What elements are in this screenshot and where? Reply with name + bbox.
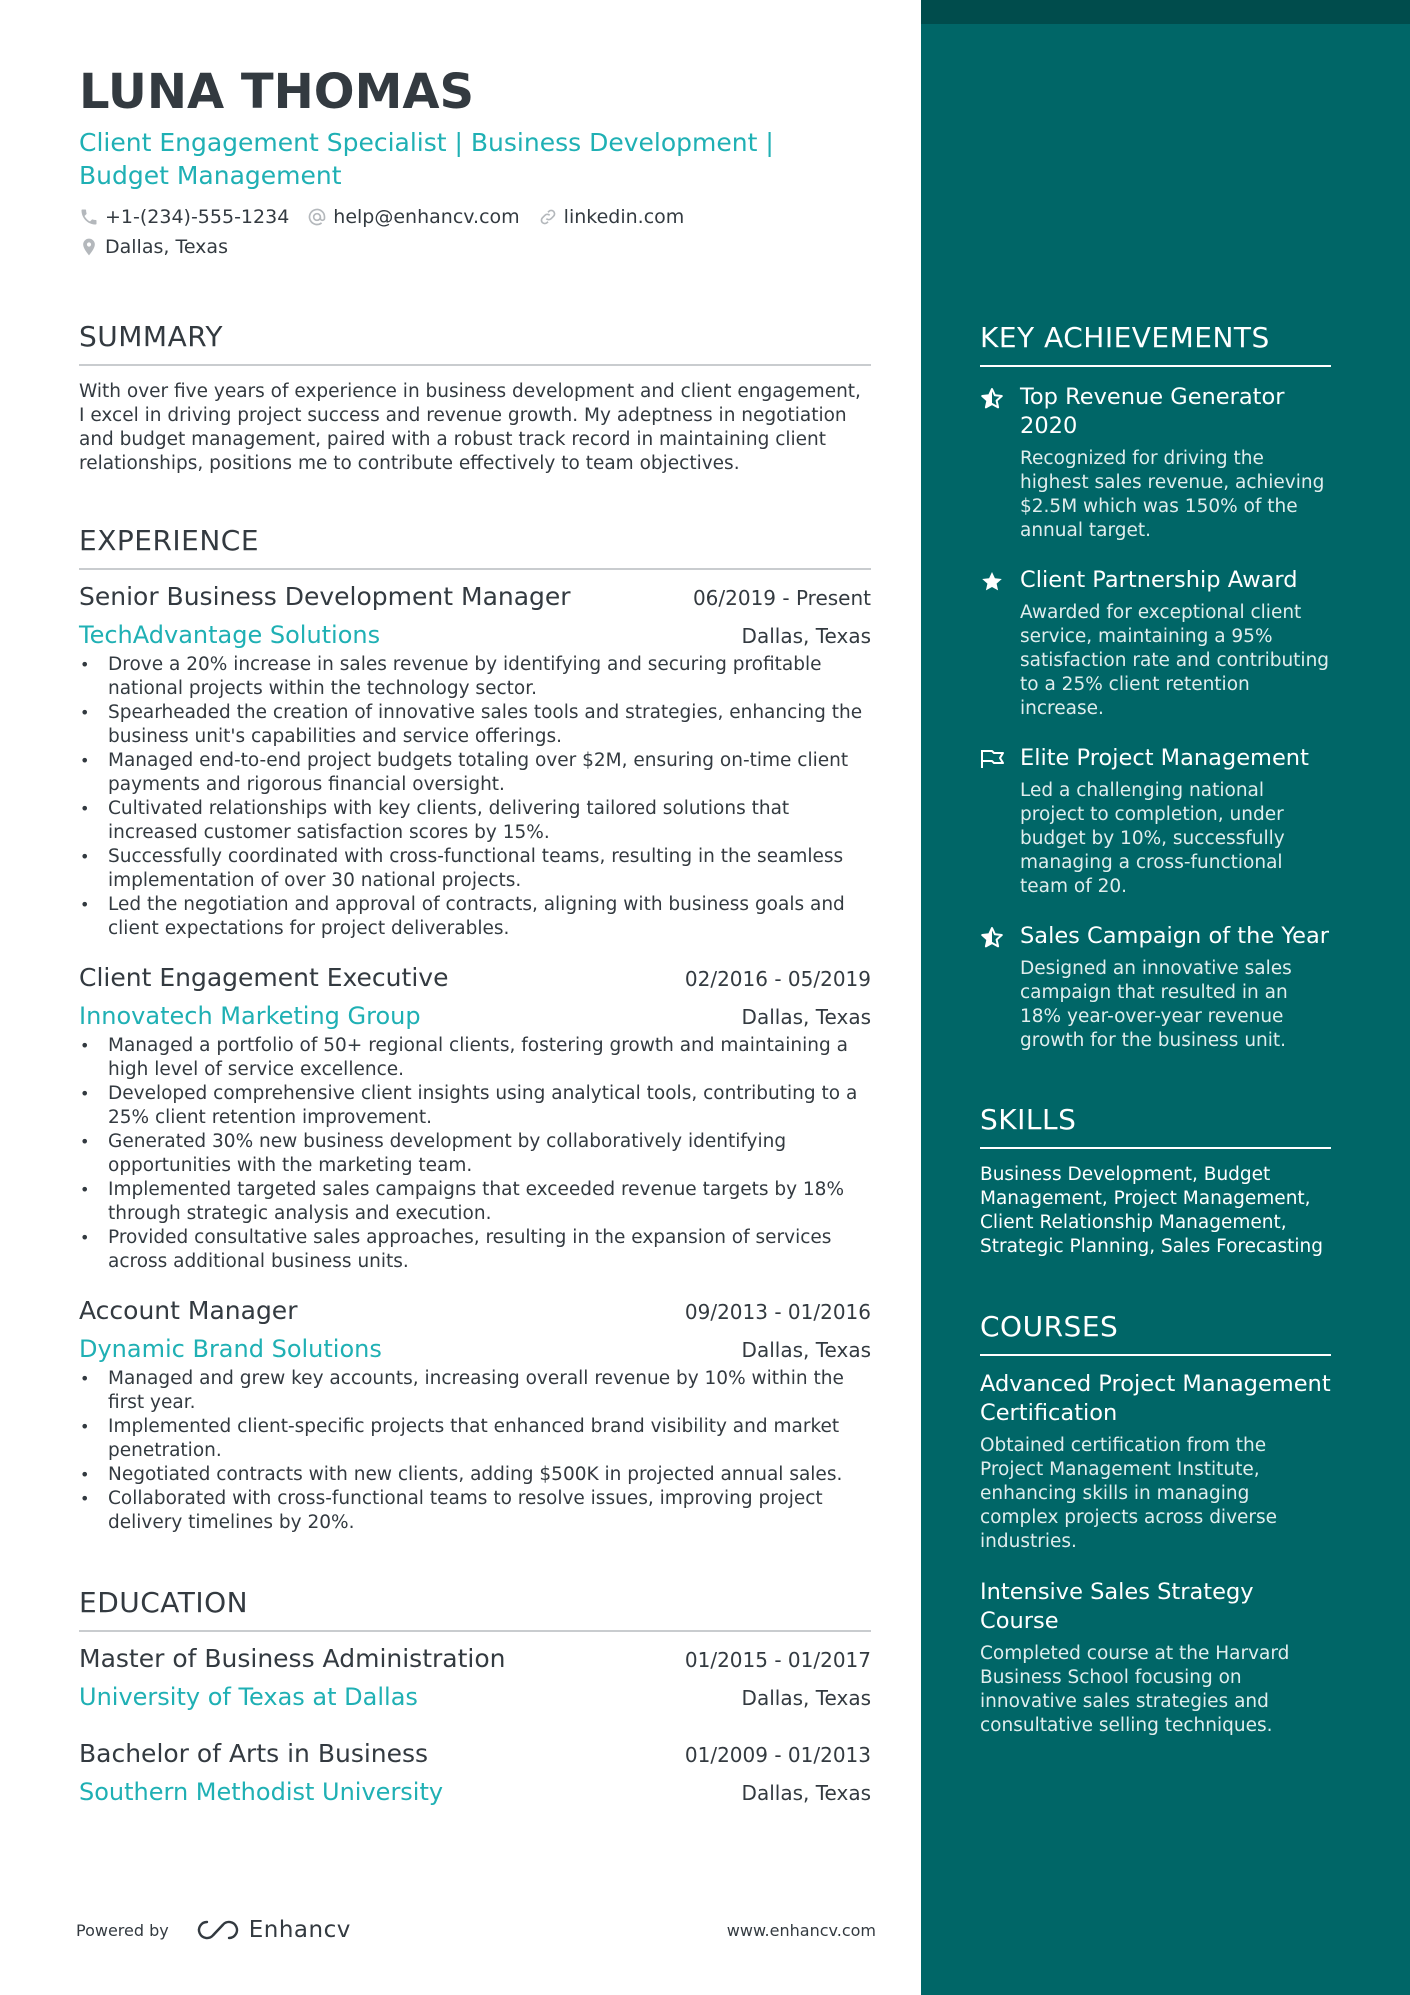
courses-title: COURSES <box>980 1310 1119 1343</box>
job-header <box>79 1296 871 1325</box>
footer <box>76 1912 876 1948</box>
course-title: Intensive Sales Strategy Course <box>980 1579 1254 1634</box>
achievement-desc: Awarded for exceptional client service, maintaining a 95% satisfaction rate and contributing to a 25% client retention increase. <box>1020 602 1330 719</box>
achievement-desc: Recognized for driving the highest sales revenue, achieving $2.5M which was 150% of the annual target. <box>1020 448 1325 541</box>
job-role: Account Manager <box>79 1296 298 1325</box>
achievements-divider <box>980 365 1331 367</box>
achievement-title: Sales Campaign of the Year <box>1020 923 1330 949</box>
job-subheader <box>79 1335 871 1363</box>
job-entry <box>79 963 871 1274</box>
list-item: • Collaborated with cross-functional teams to resolve issues, improving project delivery timelines by 20%. <box>79 1487 871 1535</box>
achievement-title: Client Partnership Award <box>1020 567 1298 593</box>
experience-title: EXPERIENCE <box>79 524 260 557</box>
school: Southern Methodist University <box>79 1778 444 1806</box>
location-contact <box>79 236 228 258</box>
linkedin-contact[interactable] <box>538 206 685 228</box>
star-icon <box>980 570 1004 594</box>
course-item <box>980 1578 1331 1738</box>
job-header <box>79 582 871 611</box>
main-column <box>79 64 871 1806</box>
achievement-title: Top Revenue Generator 2020 <box>1020 384 1285 439</box>
education-location: Dallas, Texas <box>741 1781 871 1805</box>
achievement-item <box>980 566 1331 721</box>
achievement-icon-wrap <box>980 566 1020 721</box>
summary-title: SUMMARY <box>79 320 224 353</box>
linkedin-text[interactable]: linkedin.com <box>563 206 685 228</box>
list-item: • Negotiated contracts with new clients, adding $500K in projected annual sales. <box>79 1463 871 1487</box>
job-dates: 06/2019 - Present <box>692 586 871 610</box>
job-company: TechAdvantage Solutions <box>79 621 381 649</box>
candidate-name: LUNA THOMAS <box>79 64 475 120</box>
degree: Master of Business Administration <box>79 1644 506 1673</box>
job-entry <box>79 1296 871 1535</box>
sidebar-content <box>980 320 1331 1738</box>
list-item: • Cultivated relationships with key clients, delivering tailored solutions that increased customer satisfaction scores by 15%. <box>79 797 871 845</box>
education-subheader <box>79 1778 871 1806</box>
list-item: • Implemented targeted sales campaigns that exceeded revenue targets by 18% through strategic analysis and execution. <box>79 1178 871 1226</box>
education-section <box>79 1585 871 1806</box>
list-item: • Led the negotiation and approval of contracts, aligning with business goals and client expectations for project deliverables. <box>79 893 871 941</box>
brand-name: Enhancv <box>248 1917 351 1943</box>
phone-text: +1-(234)-555-1234 <box>105 206 290 228</box>
job-location: Dallas, Texas <box>741 624 871 648</box>
job-dates: 09/2013 - 01/2016 <box>684 1300 871 1324</box>
star-half-icon <box>980 387 1004 411</box>
course-item <box>980 1370 1331 1554</box>
brand-logo[interactable] <box>195 1917 351 1943</box>
job-role: Client Engagement Executive <box>79 963 449 992</box>
courses-divider <box>980 1354 1331 1356</box>
course-desc: Obtained certification from the Project Management Institute, enhancing skills in managing complex projects across diverse industries. <box>980 1435 1278 1552</box>
at-icon <box>307 207 327 227</box>
school: University of Texas at Dallas <box>79 1683 418 1711</box>
course-title: Advanced Project Management Certification <box>980 1371 1331 1426</box>
skills-divider <box>980 1147 1331 1149</box>
job-bullets <box>79 1034 871 1274</box>
site-link[interactable]: www.enhancv.com <box>726 1920 876 1940</box>
education-entry <box>79 1644 871 1711</box>
star-half-icon <box>980 926 1004 950</box>
list-item: • Managed and grew key accounts, increasing overall revenue by 10% within the first year. <box>79 1367 871 1415</box>
job-location: Dallas, Texas <box>741 1005 871 1029</box>
job-role: Senior Business Development Manager <box>79 582 571 611</box>
list-item: • Generated 30% new business development by collaboratively identifying opportunities with the marketing team. <box>79 1130 871 1178</box>
education-header <box>79 1739 871 1768</box>
achievement-desc: Led a challenging national project to completion, under budget by 10%, successfully managing a cross-functional team of 20. <box>1020 780 1285 897</box>
list-item: • Provided consultative sales approaches, resulting in the expansion of services across additional business units. <box>79 1226 871 1274</box>
flag-icon <box>980 748 1006 770</box>
list-item: • Developed comprehensive client insights using analytical tools, contributing to a 25% client retention improvement. <box>79 1082 871 1130</box>
job-location: Dallas, Texas <box>741 1338 871 1362</box>
summary-section <box>79 319 871 476</box>
list-item: • Implemented client-specific projects that enhanced brand visibility and market penetration. <box>79 1415 871 1463</box>
job-bullets <box>79 1367 871 1535</box>
achievement-body <box>1020 383 1331 543</box>
education-title: EDUCATION <box>79 1586 249 1619</box>
job-bullets <box>79 653 871 941</box>
education-location: Dallas, Texas <box>741 1686 871 1710</box>
skills-section <box>980 1102 1331 1259</box>
education-subheader <box>79 1683 871 1711</box>
candidate-headline: Client Engagement Specialist | Business Development | Budget Management <box>79 128 774 190</box>
summary-text: With over five years of experience in business development and client engagement, I excel in driving project success and revenue growth. My adeptness in negotiation and budget management, paired with a robust track record in maintaining client relationships, positions me to contribute effectively to team objectives. <box>79 381 861 474</box>
achievements-title: KEY ACHIEVEMENTS <box>980 321 1270 354</box>
achievements-section <box>980 320 1331 1053</box>
achievement-icon-wrap <box>980 922 1020 1053</box>
job-company: Dynamic Brand Solutions <box>79 1335 382 1363</box>
course-desc: Completed course at the Harvard Business School focusing on innovative sales strategies and consultative selling techniques. <box>980 1643 1290 1736</box>
courses-section <box>980 1309 1331 1738</box>
email-text[interactable]: help@enhancv.com <box>333 206 520 228</box>
enhancv-logo-icon <box>195 1918 241 1942</box>
phone-contact <box>79 206 289 228</box>
job-entry <box>79 582 871 941</box>
list-item: • Successfully coordinated with cross-functional teams, resulting in the seamless implementation of over 30 national projects. <box>79 845 871 893</box>
education-dates: 01/2015 - 01/2017 <box>684 1648 871 1672</box>
job-company: Innovatech Marketing Group <box>79 1002 421 1030</box>
list-item: • Managed end-to-end project budgets totaling over $2M, ensuring on-time client payments and rigorous financial oversight. <box>79 749 871 797</box>
contact-row-2 <box>79 232 871 262</box>
location-pin-icon <box>79 237 99 257</box>
experience-section <box>79 523 871 1535</box>
achievement-desc: Designed an innovative sales campaign that resulted in an 18% year-over-year revenue growth for the business unit. <box>1020 958 1292 1051</box>
experience-divider <box>79 568 871 570</box>
email-contact[interactable] <box>307 206 519 228</box>
contact-row-1 <box>79 202 871 232</box>
powered-by-label: Powered by <box>76 1920 169 1940</box>
achievement-body <box>1020 744 1331 899</box>
job-header <box>79 963 871 992</box>
achievement-icon-wrap <box>980 383 1020 543</box>
achievement-item <box>980 922 1331 1053</box>
location-text: Dallas, Texas <box>105 236 228 258</box>
achievement-title: Elite Project Management <box>1020 745 1309 771</box>
achievement-icon-wrap <box>980 744 1020 899</box>
sidebar-top-bar <box>921 0 1410 24</box>
list-item: • Spearheaded the creation of innovative sales tools and strategies, enhancing the business unit's capabilities and service offerings. <box>79 701 871 749</box>
achievement-item <box>980 744 1331 899</box>
job-subheader <box>79 1002 871 1030</box>
education-entry <box>79 1739 871 1806</box>
summary-divider <box>79 364 871 366</box>
achievement-body <box>1020 922 1331 1053</box>
link-icon <box>538 207 558 227</box>
education-divider <box>79 1630 871 1632</box>
phone-icon <box>79 207 99 227</box>
contact-info <box>79 202 871 262</box>
skills-text: Business Development, Budget Management, Project Management, Client Relationship Management, Strategic Planning, Sales Forecasting <box>980 1164 1323 1257</box>
achievement-body <box>1020 566 1331 721</box>
list-item: • Managed a portfolio of 50+ regional clients, fostering growth and maintaining a high level of service excellence. <box>79 1034 871 1082</box>
education-header <box>79 1644 871 1673</box>
degree: Bachelor of Arts in Business <box>79 1739 429 1768</box>
achievement-item <box>980 383 1331 543</box>
skills-title: SKILLS <box>980 1103 1077 1136</box>
list-item: • Drove a 20% increase in sales revenue by identifying and securing profitable national projects within the technology sector. <box>79 653 871 701</box>
job-dates: 02/2016 - 05/2019 <box>684 967 871 991</box>
education-dates: 01/2009 - 01/2013 <box>684 1743 871 1767</box>
job-subheader <box>79 621 871 649</box>
